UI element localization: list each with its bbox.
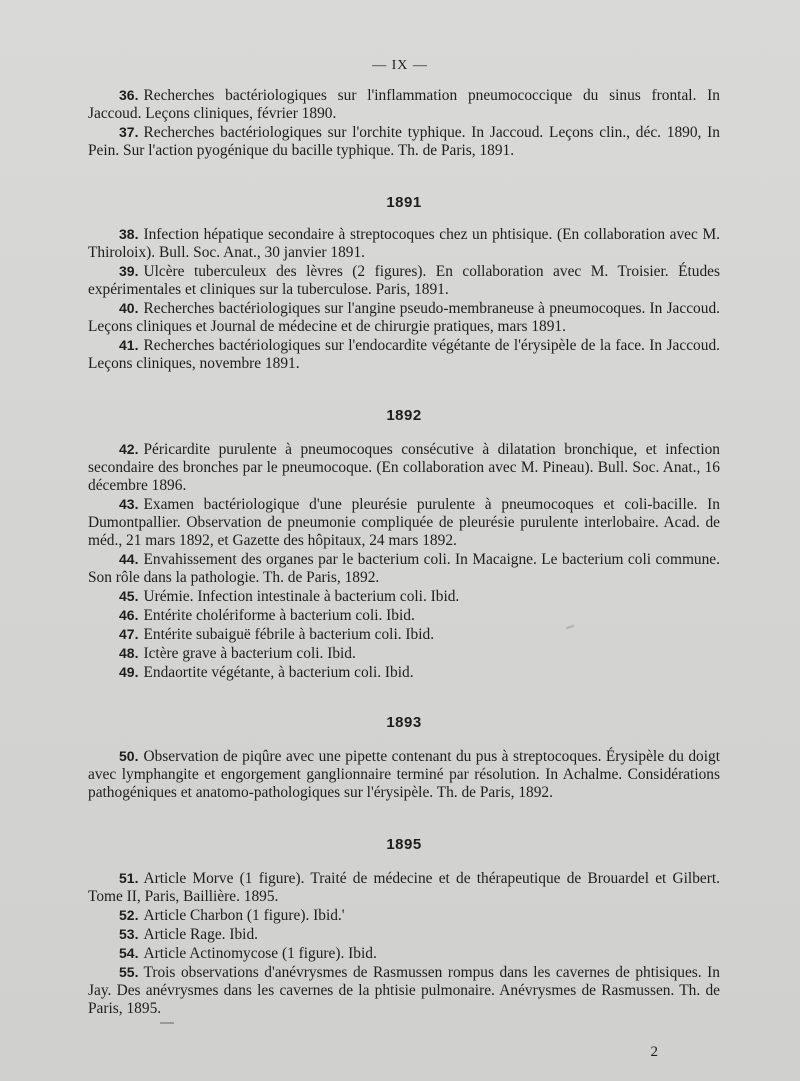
entry-46: 46. Entérite cholériforme à bacterium coli. Ibid. bbox=[119, 607, 415, 624]
page-number: 2 bbox=[650, 1044, 658, 1060]
entry-41: 41. Recherches bactériologiques sur l'endocardite végétante de l'érysipèle de la face. In Jaccoud. Leçons cliniques, novembre 1891. bbox=[88, 337, 720, 372]
section-continuation bbox=[88, 86, 720, 160]
section-1891 bbox=[88, 194, 720, 373]
entry-38: 38. Infection hépatique secondaire à streptocoques chez un phtisique. (En collaboration avec M. Thiroloix). Bull. Soc. Anat., 30 janvier 1891. bbox=[88, 226, 720, 261]
entry-45: 45. Urémie. Infection intestinale à bacterium coli. Ibid. bbox=[119, 588, 460, 605]
paper-speck bbox=[160, 1022, 174, 1024]
entry-52: 52. Article Charbon (1 figure). Ibid.' bbox=[119, 907, 345, 924]
entry-42: 42. Péricardite purulente à pneumocoques consécutive à dilatation bronchique, et infection secondaire des bronches par le pneumocoque. (En collaboration avec M. Pineau). Bull. Soc. Anat., 16 décembre 1896. bbox=[88, 441, 720, 494]
entry-40: 40. Recherches bactériologiques sur l'angine pseudo-membraneuse à pneumocoques. In Jaccoud. Leçons cliniques et Journal de médecine et de chirurgie pratiques, mars 1891. bbox=[88, 300, 720, 335]
year-heading-1892: 1892 bbox=[386, 407, 422, 424]
entry-43: 43. Examen bactériologique d'une pleurésie purulente à pneumocoques et coli-bacille. In Dumontpallier. Observation de pneumonie compliquée de pleurésie purulente interlobaire. Acad. de méd., 21 mars 1892, et Gazette des hôpitaux, 24 mars 1892. bbox=[88, 496, 720, 549]
bibliography-list bbox=[88, 86, 720, 1018]
entry-47: 47. Entérite subaiguë fébrile à bacterium coli. Ibid. bbox=[119, 626, 435, 643]
entry-53: 53. Article Rage. Ibid. bbox=[119, 926, 259, 943]
entry-36: 36. Recherches bactériologiques sur l'inflammation pneumococcique du sinus frontal. In Jaccoud. Leçons cliniques, février 1890. bbox=[88, 87, 720, 122]
section-1893 bbox=[88, 714, 720, 802]
entry-44: 44. Envahissement des organes par le bacterium coli. In Macaigne. Le bacterium coli commune. Son rôle dans la pathologie. Th. de Paris, 1892. bbox=[88, 551, 720, 586]
entry-37: 37. Recherches bactériologiques sur l'orchite typhique. In Jaccoud. Leçons clin., déc. 1890, In Pein. Sur l'action pyogénique du bacille typhique. Th. de Paris, 1891. bbox=[88, 124, 720, 159]
entry-51: 51. Article Morve (1 figure). Traité de médecine et de thérapeutique de Brouardel et Gilbert. Tome II, Paris, Baillière. 1895. bbox=[88, 870, 720, 905]
entry-50: 50. Observation de piqûre avec une pipette contenant du pus à streptocoques. Érysipèle du doigt avec lymphangite et engorgement ganglionnaire terminé par résolution. In Achalme. Considérations pathogéniques et anatomo-pathologiques sur l'érysipèle. Th. de Paris, 1892. bbox=[88, 748, 720, 801]
entry-39: 39. Ulcère tuberculeux des lèvres (2 figures). En collaboration avec M. Troisier. Études expérimentales et cliniques sur la tuberculose. Paris, 1891. bbox=[88, 263, 720, 298]
section-1895 bbox=[88, 836, 720, 1018]
section-1892 bbox=[88, 407, 720, 682]
entry-55: 55. Trois observations d'anévrysmes de Rasmussen rompus dans les cavernes de phtisiques. In Jay. Des anévrysmes dans les cavernes de la phtisie pulmonaire. Anévrysmes de Rasmussen. Th. de Paris, 1895. bbox=[88, 964, 720, 1017]
entry-54: 54. Article Actinomycose (1 figure). Ibid. bbox=[119, 945, 377, 962]
year-heading-1893: 1893 bbox=[386, 714, 422, 731]
year-heading-1891: 1891 bbox=[386, 194, 422, 211]
page-header: — IX — bbox=[372, 58, 428, 73]
entry-48: 48. Ictère grave à bacterium coli. Ibid. bbox=[119, 645, 356, 662]
entry-49: 49. Endaortite végétante, à bacterium coli. Ibid. bbox=[119, 664, 414, 681]
year-heading-1895: 1895 bbox=[386, 836, 422, 853]
